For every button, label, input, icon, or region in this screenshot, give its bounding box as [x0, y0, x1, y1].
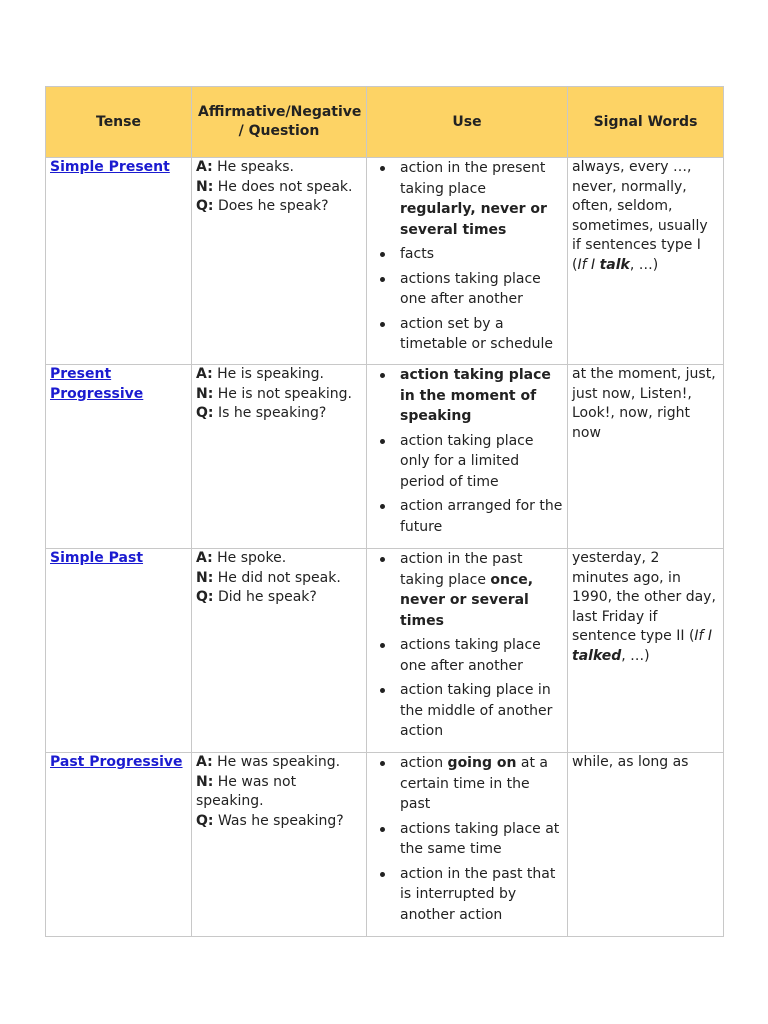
tense-cell — [46, 365, 192, 549]
use-list — [371, 753, 563, 925]
form-line — [196, 158, 362, 178]
signal-text: at the moment, just, just now, Listen!, Look!, now, right now — [572, 366, 716, 441]
signal-text: talk — [599, 256, 630, 273]
table-row — [46, 753, 724, 937]
signal-text: If I — [577, 256, 600, 273]
use-text: actions taking place one after another — [400, 637, 541, 674]
use-item — [400, 314, 563, 355]
use-text: action taking place in the moment of speaking — [400, 367, 551, 424]
form-line — [196, 197, 362, 217]
header-signal-words: Signal Words — [568, 87, 724, 158]
form-prefix: N: — [196, 773, 214, 790]
use-item — [400, 819, 563, 860]
use-item — [400, 496, 563, 537]
form-line — [196, 549, 362, 569]
form-text: He did not speak. — [213, 569, 341, 586]
forms-cell — [192, 753, 367, 937]
use-list — [371, 365, 563, 537]
use-cell — [367, 365, 568, 549]
header-row — [46, 87, 724, 158]
use-text: action set by a timetable or schedule — [400, 315, 554, 352]
form-text: He was not speaking. — [196, 773, 297, 809]
signal-words-cell — [568, 158, 724, 365]
use-list — [371, 158, 563, 355]
use-item — [400, 864, 563, 926]
use-item — [400, 365, 563, 427]
form-line — [196, 385, 362, 405]
form-prefix: Q: — [196, 405, 214, 421]
signal-text: while, as long as — [572, 754, 689, 770]
form-prefix: N: — [196, 569, 214, 586]
form-prefix: Q: — [196, 589, 214, 605]
tenses-table — [45, 86, 724, 937]
signal-text: , …) — [629, 256, 659, 273]
use-text: action taking place in the middle of another action — [400, 682, 553, 739]
use-text: action in the present taking place — [400, 160, 546, 197]
use-item — [400, 431, 563, 493]
use-text: action arranged for the future — [400, 498, 563, 535]
form-text: Does he speak? — [213, 198, 329, 214]
use-item — [400, 158, 563, 240]
use-cell — [367, 158, 568, 365]
form-line — [196, 404, 362, 424]
signal-words-cell — [568, 365, 724, 549]
use-list — [371, 549, 563, 742]
use-cell — [367, 753, 568, 937]
form-text: He is speaking. — [212, 366, 324, 382]
form-prefix: N: — [196, 178, 214, 195]
tense-link[interactable]: Simple Past — [50, 550, 144, 566]
tense-cell — [46, 549, 192, 753]
form-text: Did he speak? — [213, 589, 317, 605]
form-prefix: A: — [196, 550, 213, 566]
form-line — [196, 773, 362, 812]
form-prefix: A: — [196, 366, 213, 382]
header-tense: Tense — [46, 87, 192, 158]
use-text: action taking place only for a limited period of time — [400, 432, 534, 490]
signal-words-cell — [568, 549, 724, 753]
form-text: He speaks. — [212, 159, 294, 175]
tense-link[interactable]: Past Progressive — [50, 754, 183, 770]
header-forms: Affirmative/Negative / Question — [192, 87, 367, 158]
use-text: going on — [447, 755, 517, 771]
form-line — [196, 178, 362, 198]
use-text: facts — [400, 246, 434, 262]
use-text: regularly, never or several times — [400, 201, 547, 238]
signal-text: yesterday, 2 minutes ago, in 1990, the other day, last Friday if sentence type II ( — [572, 550, 716, 644]
form-text: Is he speaking? — [213, 405, 327, 421]
use-item — [400, 269, 563, 310]
form-text: He spoke. — [212, 550, 287, 566]
forms-cell — [192, 158, 367, 365]
use-text: at a certain time in the past — [400, 755, 548, 812]
use-item — [400, 549, 563, 631]
tense-link[interactable]: Simple Present — [50, 159, 170, 175]
use-text: action in the past taking place — [400, 551, 523, 588]
form-line — [196, 812, 362, 832]
use-text: action — [400, 755, 448, 771]
form-prefix: A: — [196, 754, 213, 770]
form-text: He is not speaking. — [213, 385, 352, 402]
forms-cell — [192, 549, 367, 753]
form-prefix: N: — [196, 385, 214, 402]
use-text: once, never or several times — [400, 571, 534, 629]
use-text: actions taking place at the same time — [400, 820, 560, 857]
use-item — [400, 244, 563, 265]
signal-text: If I — [694, 628, 713, 644]
signal-text: talked — [572, 647, 622, 664]
signal-text: , …) — [621, 647, 650, 664]
signal-text: always, every …, never, normally, often, seldom, sometimes, usually if sentences type I ( — [572, 159, 708, 273]
form-prefix: A: — [196, 159, 213, 175]
table-row — [46, 549, 724, 753]
form-text: He was speaking. — [212, 754, 341, 770]
form-line — [196, 569, 362, 589]
use-item — [400, 635, 563, 676]
form-text: Was he speaking? — [213, 812, 344, 829]
use-item — [400, 680, 563, 742]
forms-cell — [192, 365, 367, 549]
table-row — [46, 365, 724, 549]
header-use: Use — [367, 87, 568, 158]
form-prefix: Q: — [196, 198, 214, 214]
form-text: He does not speak. — [213, 178, 353, 195]
signal-emphasis — [572, 648, 621, 664]
form-prefix: Q: — [196, 812, 214, 829]
table-row — [46, 158, 724, 365]
form-line — [196, 588, 362, 608]
signal-words-cell — [568, 753, 724, 937]
tense-cell — [46, 753, 192, 937]
form-line — [196, 365, 362, 385]
signal-emphasis — [600, 257, 630, 273]
tense-cell — [46, 158, 192, 365]
use-text: action in the past that is interrupted by another action — [400, 865, 556, 923]
use-text: actions taking place one after another — [400, 270, 541, 307]
tense-link[interactable]: Present Progressive — [50, 366, 144, 402]
form-line — [196, 753, 362, 773]
use-cell — [367, 549, 568, 753]
use-item — [400, 753, 563, 815]
